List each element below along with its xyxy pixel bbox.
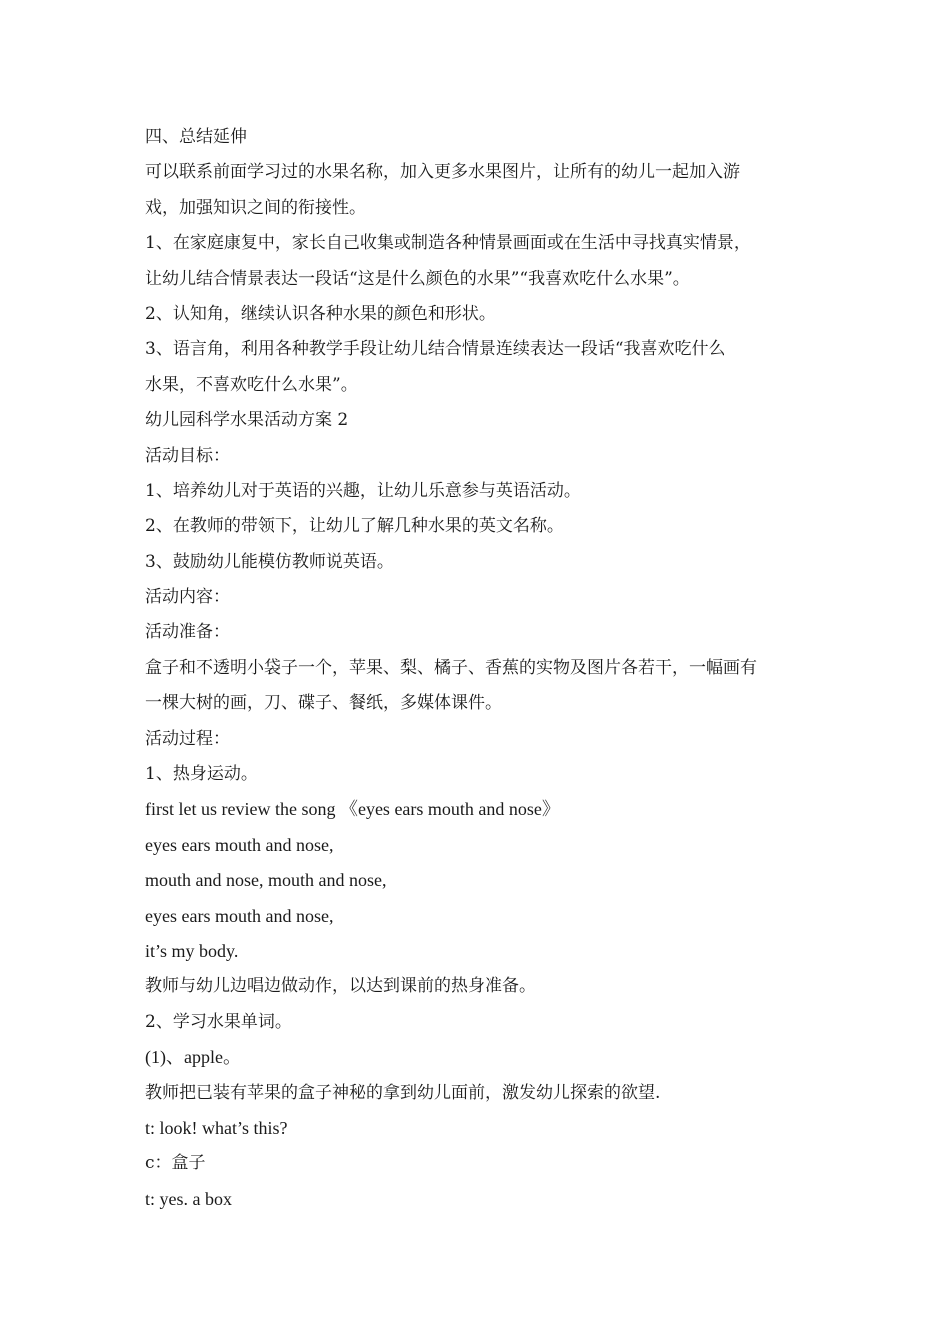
- paragraph-line: 可以联系前面学习过的水果名称，加入更多水果图片，让所有的幼儿一起加入游: [145, 162, 740, 183]
- paragraph-line: 2、认知角，继续认识各种水果的颜色和形状。: [145, 303, 496, 324]
- paragraph-line: 盒子和不透明小袋子一个，苹果、梨、橘子、香蕉的实物及图片各若干，一幅画有: [145, 657, 757, 678]
- dialogue-line: c：盒子: [145, 1153, 206, 1174]
- heading-activity-content: 活动内容：: [145, 587, 230, 608]
- document-body: [145, 120, 810, 1217]
- section-title-plan-2: 幼儿园科学水果活动方案 2: [145, 410, 349, 431]
- list-item: 1、热身运动。: [145, 764, 258, 785]
- list-item: 3、鼓励幼儿能模仿教师说英语。: [145, 551, 394, 572]
- song-line: eyes ears mouth and nose,: [145, 834, 334, 855]
- list-item: 2、学习水果单词。: [145, 1011, 292, 1032]
- dialogue-line: t: look! what’s this?: [145, 1117, 288, 1138]
- paragraph-line: 1、在家庭康复中，家长自己收集或制造各种情景画面或在生活中寻找真实情景，: [145, 233, 751, 254]
- paragraph-line: 3、语言角，利用各种教学手段让幼儿结合情景连续表达一段话“我喜欢吃什么: [145, 339, 726, 360]
- list-item: 1、培养幼儿对于英语的兴趣，让幼儿乐意参与英语活动。: [145, 480, 581, 501]
- song-line: eyes ears mouth and nose,: [145, 905, 334, 926]
- dialogue-line: t: yes. a box: [145, 1188, 232, 1209]
- song-line: first let us review the song 《eyes ears mouth and nose》: [145, 799, 560, 820]
- paragraph-line: 教师与幼儿边唱边做动作，以达到课前的热身准备。: [145, 976, 536, 997]
- heading-activity-process: 活动过程：: [145, 728, 230, 749]
- paragraph-line: 教师把已装有苹果的盒子神秘的拿到幼儿面前，激发幼儿探索的欲望.: [145, 1082, 661, 1103]
- paragraph-line: 一棵大树的画，刀、碟子、餐纸，多媒体课件。: [145, 693, 502, 714]
- sub-item-apple: (1)、apple。: [145, 1047, 241, 1068]
- paragraph-line: 让幼儿结合情景表达一段话“这是什么颜色的水果”“我喜欢吃什么水果”。: [145, 268, 690, 289]
- section-heading-summary: 四、总结延伸: [145, 127, 247, 147]
- song-line: mouth and nose, mouth and nose,: [145, 870, 387, 891]
- song-line: it’s my body.: [145, 940, 239, 961]
- list-item: 2、在教师的带领下，让幼儿了解几种水果的英文名称。: [145, 516, 564, 537]
- heading-activity-goals: 活动目标：: [145, 445, 230, 466]
- paragraph-line: 戏，加强知识之间的衔接性。: [145, 197, 366, 218]
- paragraph-line: 水果，不喜欢吃什么水果”。: [145, 374, 358, 395]
- heading-activity-preparation: 活动准备：: [145, 622, 230, 643]
